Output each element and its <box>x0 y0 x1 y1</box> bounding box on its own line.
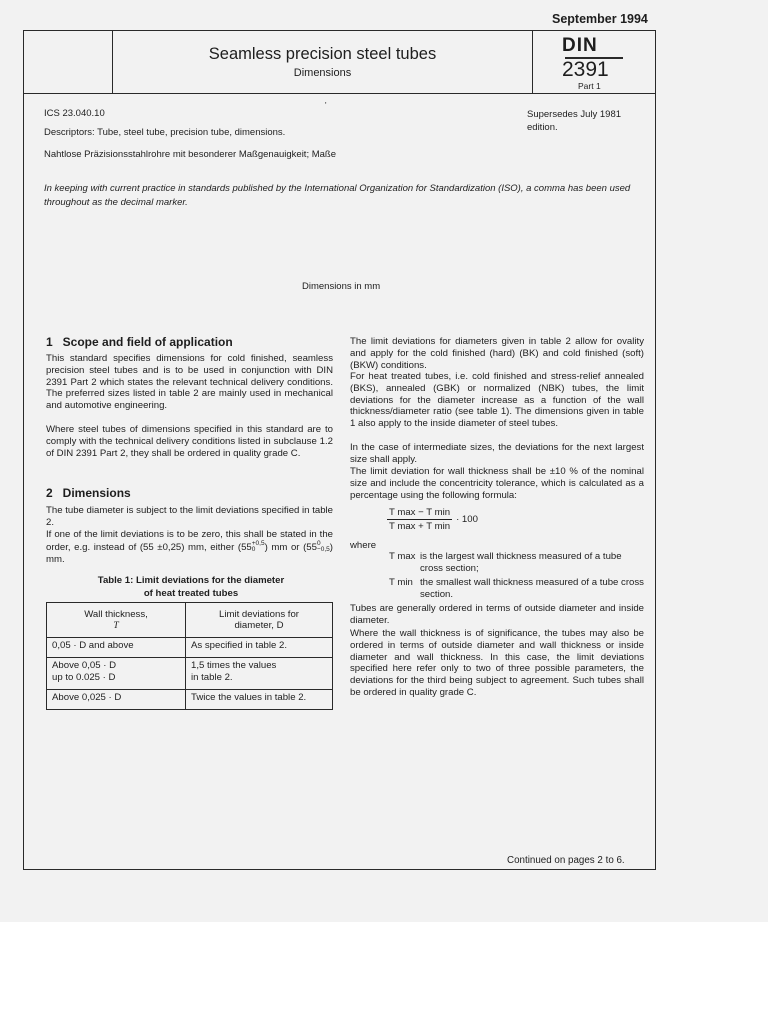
deviation-example-end: ) mm. <box>46 541 333 565</box>
section-2-paragraph-1: The tube diameter is subject to the limit deviations specified in table 2. <box>46 505 333 528</box>
tmin-definition: the smallest wall thickness measured of a tube cross section. <box>420 577 644 600</box>
right-paragraph-2: For heat treated tubes, i.e. cold finished and stress-relief annealed (BKS), annealed (GBK) or normalized (NBK) tubes, the limit deviations for the diameter increase as a function of the wall thickness/diameter ratio (see table 1). The dimensions given in table 1 also apply to the inside diameter of steel tubes. <box>350 371 644 430</box>
standard-number: 2391 <box>562 58 609 81</box>
section-2-heading: 2 Dimensions <box>46 486 131 500</box>
tmin-symbol: T min <box>389 577 413 588</box>
ics-code: ICS 23.040.10 <box>44 108 105 119</box>
document-subtitle: Dimensions <box>293 67 352 79</box>
header-wall-thickness: Wall thickness, T <box>47 603 186 638</box>
standard-part: Part 1 <box>578 81 601 91</box>
decimal-marker-note: In keeping with current practice in standards published by the International Organization for Standardization (ISO), a comma has been used throughout as the decimal marker. <box>44 183 631 208</box>
deviation-upper-1: +0,5 <box>251 539 265 547</box>
deviation-example-text: If one of the limit deviations is to be zero, this shall be stated in the order, e.g. instead of (55 ±0,25) mm, either (55 <box>46 529 333 553</box>
tmax-symbol: T max <box>389 551 416 562</box>
deviation-lower-2: −0,5 <box>316 546 330 554</box>
section-1-heading: 1 Scope and field of application <box>46 335 233 349</box>
table-1-caption <box>50 575 332 600</box>
din-logo-word: DIN <box>562 35 598 56</box>
right-paragraph-3: In the case of intermediate sizes, the deviations for the next largest size shall apply. <box>350 442 644 465</box>
concentricity-formula <box>387 507 478 532</box>
formula-denominator: T max + T min <box>389 521 451 532</box>
formula-multiplier: · 100 <box>456 514 478 525</box>
supersedes-note: Supersedes July 1981 edition. <box>527 109 622 133</box>
section-2-paragraph-2 <box>46 529 333 566</box>
german-title: Nahtlose Präzisionsstahlrohre mit besonderer Maßgenauigkeit; Maße <box>44 149 336 160</box>
table-cell: Above 0,05 · D up to 0.025 · D <box>47 658 186 690</box>
right-paragraph-5: Tubes are generally ordered in terms of outside diameter and inside diameter. <box>350 603 644 626</box>
header-divider <box>23 93 656 94</box>
table-row <box>47 658 333 690</box>
where-label: where <box>350 540 377 551</box>
header-limit-deviations: Limit deviations for diameter, D <box>186 603 333 638</box>
right-paragraph-1: The limit deviations for diameters given in table 2 allow for ovality and apply for the cold finished (hard) (BK) and cold finished (soft) (BKW) conditions. <box>350 336 644 371</box>
table-header-row <box>47 603 333 638</box>
table-row <box>47 638 333 658</box>
continuation-note: Continued on pages 2 to 6. <box>507 855 625 866</box>
stray-mark: ' <box>325 101 327 110</box>
table-1 <box>46 602 333 710</box>
table-1-caption-line-1: Table 1: Limit deviations for the diameter <box>97 575 285 586</box>
deviation-upper-2: 0 <box>316 539 321 547</box>
dimensions-note: Dimensions in mm <box>302 281 381 292</box>
formula-fraction <box>387 507 452 532</box>
table-cell: Above 0,025 · D <box>47 690 186 710</box>
tmax-definition: is the largest wall thickness measured of a tube cross section; <box>420 551 622 574</box>
right-paragraph-6: Where the wall thickness is of significance, the tubes may also be ordered in terms of outside diameter and wall thickness or inside diameter and wall thickness. In this case, the limit deviations specified here refer only to two of three possible parameters, the deviations for the third being subject to agreement. Such tubes shall be ordered in quality grade C. <box>350 628 644 698</box>
publication-date: September 1994 <box>552 12 648 26</box>
table-row <box>47 690 333 710</box>
table-cell: As specified in table 2. <box>186 638 333 658</box>
deviation-example-mid: ) mm or (55 <box>264 541 317 553</box>
table-cell: 1,5 times the values in table 2. <box>186 658 333 690</box>
deviation-lower-1: 0 <box>251 546 256 554</box>
table-cell: 0,05 · D and above <box>47 638 186 658</box>
section-1-paragraph-1: This standard specifies dimensions for cold finished, seamless precision steel tubes and is to be used in conjunction with DIN 2391 Part 2 which states the relevant technical delivery conditions. The preferred sizes listed in table 2 are mainly used in mechanical and automotive engineering. <box>46 353 333 412</box>
right-paragraph-4: The limit deviation for wall thickness shall be ±10 % of the nominal size and include the concentricity tolerance, which is calculated as a percentage using the following formula: <box>350 466 644 501</box>
formula-numerator: T max − T min <box>389 507 451 518</box>
descriptors: Descriptors: Tube, steel tube, precision tube, dimensions. <box>44 127 286 138</box>
section-1-paragraph-2: Where steel tubes of dimensions specified in this standard are to comply with the technical delivery conditions listed in subclause 1.2 of DIN 2391 Part 2, they shall be ordered in quality grade C. <box>46 424 333 459</box>
table-cell: Twice the values in table 2. <box>186 690 333 710</box>
header-right-divider <box>532 30 533 94</box>
table-1-caption-line-2: of heat treated tubes <box>143 587 239 599</box>
document-title: Seamless precision steel tubes <box>208 45 437 63</box>
